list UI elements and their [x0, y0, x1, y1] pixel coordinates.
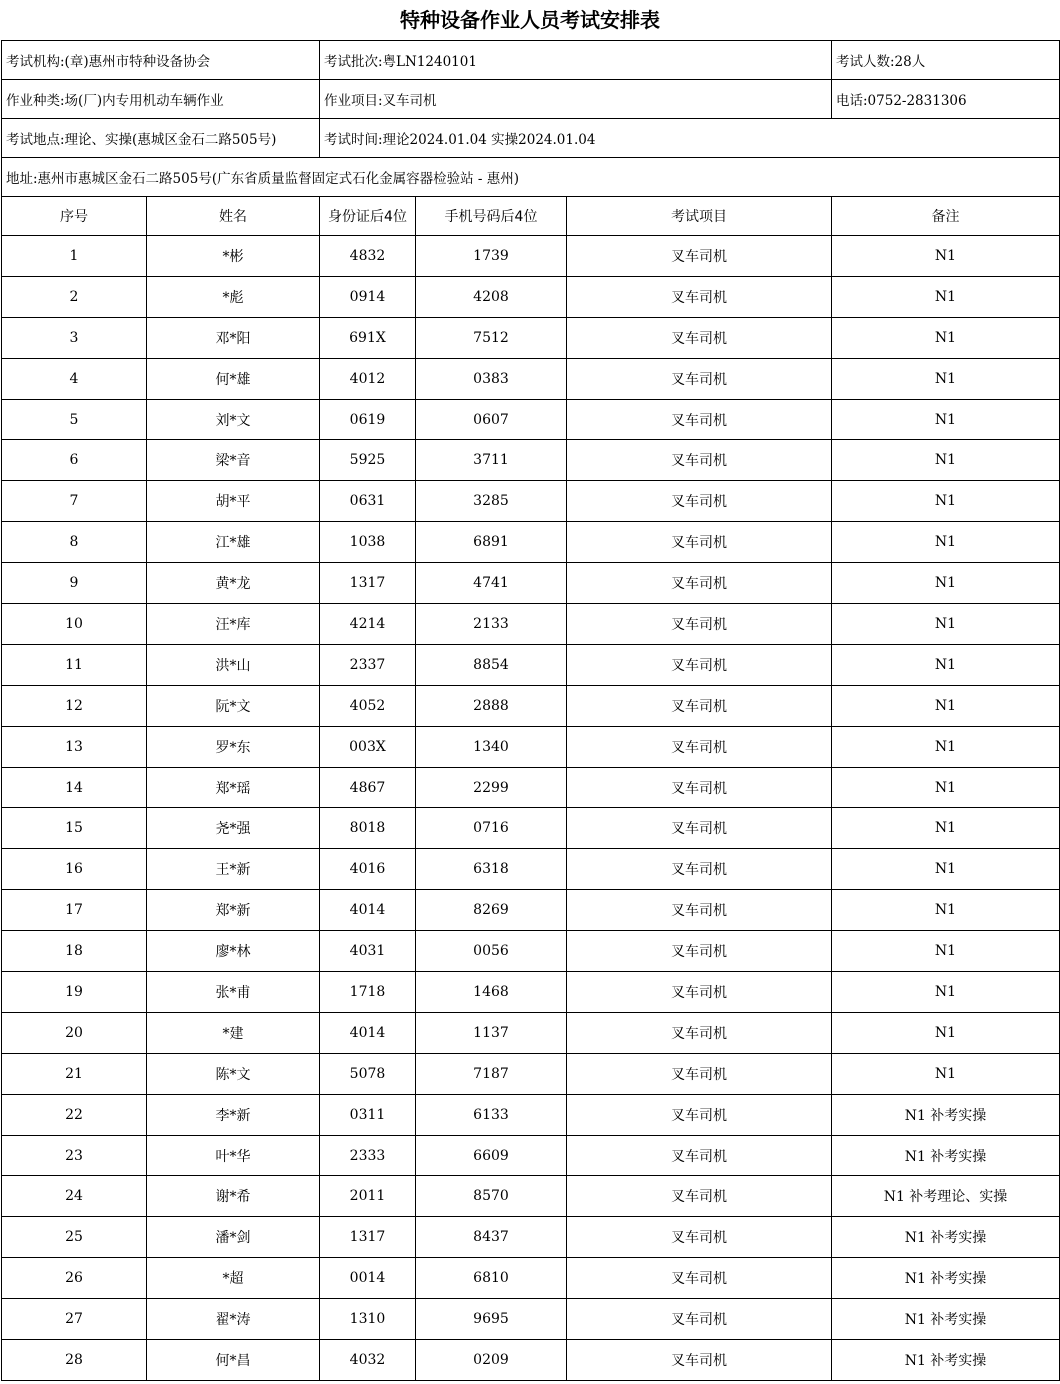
- candidate-name: 谢*希: [147, 1176, 320, 1217]
- exam-item: 叉车司机: [567, 1135, 832, 1176]
- header-index: 序号: [2, 197, 147, 236]
- header-name: 姓名: [147, 197, 320, 236]
- exam-item: 叉车司机: [567, 276, 832, 317]
- candidate-name: 黄*龙: [147, 563, 320, 604]
- remark: N1: [832, 972, 1060, 1013]
- id-last4: 4014: [320, 890, 416, 931]
- row-index: 2: [2, 276, 147, 317]
- phone-last4: 6891: [416, 522, 567, 563]
- remark: N1: [832, 849, 1060, 890]
- phone-last4: 4208: [416, 276, 567, 317]
- phone-last4: 1468: [416, 972, 567, 1013]
- info-row-1: [2, 41, 1060, 80]
- remark: N1: [832, 236, 1060, 277]
- phone-last4: 7512: [416, 317, 567, 358]
- exam-count: 考试人数:28人: [832, 41, 1060, 80]
- row-index: 23: [2, 1135, 147, 1176]
- row-index: 16: [2, 849, 147, 890]
- phone-last4: 6810: [416, 1258, 567, 1299]
- id-last4: 1718: [320, 972, 416, 1013]
- header-exam-item: 考试项目: [567, 197, 832, 236]
- id-last4: 0014: [320, 1258, 416, 1299]
- row-index: 26: [2, 1258, 147, 1299]
- remark: N1: [832, 399, 1060, 440]
- id-last4: 8018: [320, 808, 416, 849]
- phone-last4: 2133: [416, 604, 567, 645]
- remark: N1: [832, 890, 1060, 931]
- phone-last4: 6318: [416, 849, 567, 890]
- candidate-name: 李*新: [147, 1094, 320, 1135]
- phone-last4: 4741: [416, 563, 567, 604]
- header-phone-last4: 手机号码后4位: [416, 197, 567, 236]
- exam-item: 叉车司机: [567, 890, 832, 931]
- exam-item: 叉车司机: [567, 808, 832, 849]
- phone-last4: 9695: [416, 1299, 567, 1340]
- remark: N1: [832, 563, 1060, 604]
- row-index: 1: [2, 236, 147, 277]
- row-index: 7: [2, 481, 147, 522]
- candidate-name: 邓*阳: [147, 317, 320, 358]
- phone-last4: 2299: [416, 767, 567, 808]
- header-remark: 备注: [832, 197, 1060, 236]
- id-last4: 5925: [320, 440, 416, 481]
- exam-item: 叉车司机: [567, 1176, 832, 1217]
- table-row: [2, 1340, 1060, 1381]
- row-index: 20: [2, 1012, 147, 1053]
- candidate-name: 阮*文: [147, 685, 320, 726]
- exam-item: 叉车司机: [567, 1258, 832, 1299]
- row-index: 9: [2, 563, 147, 604]
- candidate-name: 廖*林: [147, 931, 320, 972]
- row-index: 12: [2, 685, 147, 726]
- row-index: 19: [2, 972, 147, 1013]
- candidate-name: 张*甫: [147, 972, 320, 1013]
- row-index: 5: [2, 399, 147, 440]
- table-row: [2, 358, 1060, 399]
- phone-last4: 1739: [416, 236, 567, 277]
- exam-time: 考试时间:理论2024.01.04 实操2024.01.04: [320, 119, 1060, 158]
- remark: N1: [832, 644, 1060, 685]
- row-index: 3: [2, 317, 147, 358]
- id-last4: 2333: [320, 1135, 416, 1176]
- remark: N1: [832, 481, 1060, 522]
- table-row: [2, 931, 1060, 972]
- exam-item: 叉车司机: [567, 849, 832, 890]
- work-project: 作业项目:叉车司机: [320, 80, 832, 119]
- row-index: 24: [2, 1176, 147, 1217]
- candidate-name: 梁*音: [147, 440, 320, 481]
- phone-last4: 7187: [416, 1053, 567, 1094]
- table-row: [2, 767, 1060, 808]
- id-last4: 0619: [320, 399, 416, 440]
- exam-item: 叉车司机: [567, 1053, 832, 1094]
- phone-last4: 8437: [416, 1217, 567, 1258]
- remark: N1 补考实操: [832, 1094, 1060, 1135]
- remark: N1 补考实操: [832, 1135, 1060, 1176]
- candidate-name: *超: [147, 1258, 320, 1299]
- id-last4: 4214: [320, 604, 416, 645]
- candidate-name: 王*新: [147, 849, 320, 890]
- row-index: 6: [2, 440, 147, 481]
- info-row-4: [2, 158, 1060, 197]
- phone-last4: 0716: [416, 808, 567, 849]
- candidate-name: 胡*平: [147, 481, 320, 522]
- remark: N1: [832, 358, 1060, 399]
- row-index: 17: [2, 890, 147, 931]
- remark: N1: [832, 726, 1060, 767]
- id-last4: 0914: [320, 276, 416, 317]
- exam-location: 考试地点:理论、实操(惠城区金石二路505号): [2, 119, 320, 158]
- remark: N1: [832, 767, 1060, 808]
- id-last4: 4032: [320, 1340, 416, 1381]
- exam-item: 叉车司机: [567, 1012, 832, 1053]
- table-row: [2, 1053, 1060, 1094]
- exam-item: 叉车司机: [567, 399, 832, 440]
- id-last4: 003X: [320, 726, 416, 767]
- remark: N1: [832, 522, 1060, 563]
- id-last4: 691X: [320, 317, 416, 358]
- candidate-name: *建: [147, 1012, 320, 1053]
- remark: N1 补考实操: [832, 1299, 1060, 1340]
- exam-item: 叉车司机: [567, 1340, 832, 1381]
- phone-last4: 8570: [416, 1176, 567, 1217]
- remark: N1: [832, 685, 1060, 726]
- remark: N1: [832, 808, 1060, 849]
- table-row: [2, 563, 1060, 604]
- id-last4: 2337: [320, 644, 416, 685]
- exam-item: 叉车司机: [567, 1299, 832, 1340]
- row-index: 27: [2, 1299, 147, 1340]
- candidate-name: 罗*东: [147, 726, 320, 767]
- remark: N1 补考实操: [832, 1340, 1060, 1381]
- remark: N1: [832, 440, 1060, 481]
- candidate-name: *彬: [147, 236, 320, 277]
- info-row-2: [2, 80, 1060, 119]
- table-row: [2, 604, 1060, 645]
- candidate-name: 汪*库: [147, 604, 320, 645]
- table-row: [2, 1217, 1060, 1258]
- exam-item: 叉车司机: [567, 563, 832, 604]
- remark: N1: [832, 931, 1060, 972]
- row-index: 8: [2, 522, 147, 563]
- table-header: [2, 197, 1060, 236]
- exam-item: 叉车司机: [567, 1217, 832, 1258]
- table-row: [2, 1258, 1060, 1299]
- row-index: 11: [2, 644, 147, 685]
- phone-last4: 8269: [416, 890, 567, 931]
- id-last4: 5078: [320, 1053, 416, 1094]
- phone-last4: 3285: [416, 481, 567, 522]
- remark: N1 补考理论、实操: [832, 1176, 1060, 1217]
- exam-item: 叉车司机: [567, 1094, 832, 1135]
- row-index: 28: [2, 1340, 147, 1381]
- row-index: 14: [2, 767, 147, 808]
- candidate-name: 刘*文: [147, 399, 320, 440]
- exam-item: 叉车司机: [567, 767, 832, 808]
- candidate-name: 何*雄: [147, 358, 320, 399]
- phone-last4: 8854: [416, 644, 567, 685]
- id-last4: 0631: [320, 481, 416, 522]
- exam-item: 叉车司机: [567, 726, 832, 767]
- phone-last4: 0056: [416, 931, 567, 972]
- exam-item: 叉车司机: [567, 317, 832, 358]
- work-category: 作业种类:场(厂)内专用机动车辆作业: [2, 80, 320, 119]
- remark: N1: [832, 1012, 1060, 1053]
- id-last4: 4832: [320, 236, 416, 277]
- row-index: 13: [2, 726, 147, 767]
- id-last4: 0311: [320, 1094, 416, 1135]
- exam-schedule-table: [1, 40, 1060, 1381]
- table-row: [2, 317, 1060, 358]
- phone-last4: 1137: [416, 1012, 567, 1053]
- exam-item: 叉车司机: [567, 931, 832, 972]
- id-last4: 1310: [320, 1299, 416, 1340]
- phone-last4: 3711: [416, 440, 567, 481]
- id-last4: 1317: [320, 563, 416, 604]
- table-row: [2, 1135, 1060, 1176]
- exam-item: 叉车司机: [567, 358, 832, 399]
- exam-item: 叉车司机: [567, 440, 832, 481]
- candidate-name: 陈*文: [147, 1053, 320, 1094]
- row-index: 25: [2, 1217, 147, 1258]
- remark: N1: [832, 1053, 1060, 1094]
- table-row: [2, 236, 1060, 277]
- info-row-3: [2, 119, 1060, 158]
- phone-last4: 2888: [416, 685, 567, 726]
- phone-last4: 6609: [416, 1135, 567, 1176]
- exam-batch: 考试批次:粤LN1240101: [320, 41, 832, 80]
- contact-phone: 电话:0752-2831306: [832, 80, 1060, 119]
- id-last4: 4052: [320, 685, 416, 726]
- phone-last4: 0383: [416, 358, 567, 399]
- exam-item: 叉车司机: [567, 685, 832, 726]
- table-row: [2, 685, 1060, 726]
- candidate-name: 何*昌: [147, 1340, 320, 1381]
- table-row: [2, 481, 1060, 522]
- exam-address: 地址:惠州市惠城区金石二路505号(广东省质量监督固定式石化金属容器检验站 - 惠州): [2, 158, 1060, 197]
- candidate-name: *彪: [147, 276, 320, 317]
- candidate-name: 洪*山: [147, 644, 320, 685]
- phone-last4: 0607: [416, 399, 567, 440]
- table-row: [2, 644, 1060, 685]
- phone-last4: 1340: [416, 726, 567, 767]
- id-last4: 4012: [320, 358, 416, 399]
- phone-last4: 0209: [416, 1340, 567, 1381]
- id-last4: 4031: [320, 931, 416, 972]
- row-index: 21: [2, 1053, 147, 1094]
- exam-item: 叉车司机: [567, 644, 832, 685]
- table-row: [2, 890, 1060, 931]
- table-row: [2, 849, 1060, 890]
- candidate-name: 叶*华: [147, 1135, 320, 1176]
- id-last4: 4016: [320, 849, 416, 890]
- id-last4: 4867: [320, 767, 416, 808]
- table-row: [2, 399, 1060, 440]
- exam-org: 考试机构:(章)惠州市特种设备协会: [2, 41, 320, 80]
- table-row: [2, 726, 1060, 767]
- phone-last4: 6133: [416, 1094, 567, 1135]
- id-last4: 4014: [320, 1012, 416, 1053]
- remark: N1 补考实操: [832, 1258, 1060, 1299]
- exam-item: 叉车司机: [567, 236, 832, 277]
- remark: N1: [832, 276, 1060, 317]
- table-row: [2, 1299, 1060, 1340]
- candidate-name: 郑*瑶: [147, 767, 320, 808]
- remark: N1: [832, 604, 1060, 645]
- candidate-name: 尧*强: [147, 808, 320, 849]
- id-last4: 1317: [320, 1217, 416, 1258]
- row-index: 18: [2, 931, 147, 972]
- row-index: 4: [2, 358, 147, 399]
- row-index: 10: [2, 604, 147, 645]
- exam-item: 叉车司机: [567, 481, 832, 522]
- exam-item: 叉车司机: [567, 522, 832, 563]
- table-row: [2, 972, 1060, 1013]
- table-row: [2, 522, 1060, 563]
- row-index: 15: [2, 808, 147, 849]
- table-row: [2, 1012, 1060, 1053]
- candidate-name: 翟*涛: [147, 1299, 320, 1340]
- table-row: [2, 1176, 1060, 1217]
- candidate-name: 郑*新: [147, 890, 320, 931]
- id-last4: 1038: [320, 522, 416, 563]
- remark: N1: [832, 317, 1060, 358]
- page-title: 特种设备作业人员考试安排表: [400, 8, 660, 32]
- exam-item: 叉车司机: [567, 604, 832, 645]
- candidate-name: 江*雄: [147, 522, 320, 563]
- table-row: [2, 276, 1060, 317]
- exam-item: 叉车司机: [567, 972, 832, 1013]
- table-row: [2, 808, 1060, 849]
- id-last4: 2011: [320, 1176, 416, 1217]
- table-row: [2, 440, 1060, 481]
- candidate-name: 潘*剑: [147, 1217, 320, 1258]
- table-row: [2, 1094, 1060, 1135]
- row-index: 22: [2, 1094, 147, 1135]
- header-id-last4: 身份证后4位: [320, 197, 416, 236]
- remark: N1 补考实操: [832, 1217, 1060, 1258]
